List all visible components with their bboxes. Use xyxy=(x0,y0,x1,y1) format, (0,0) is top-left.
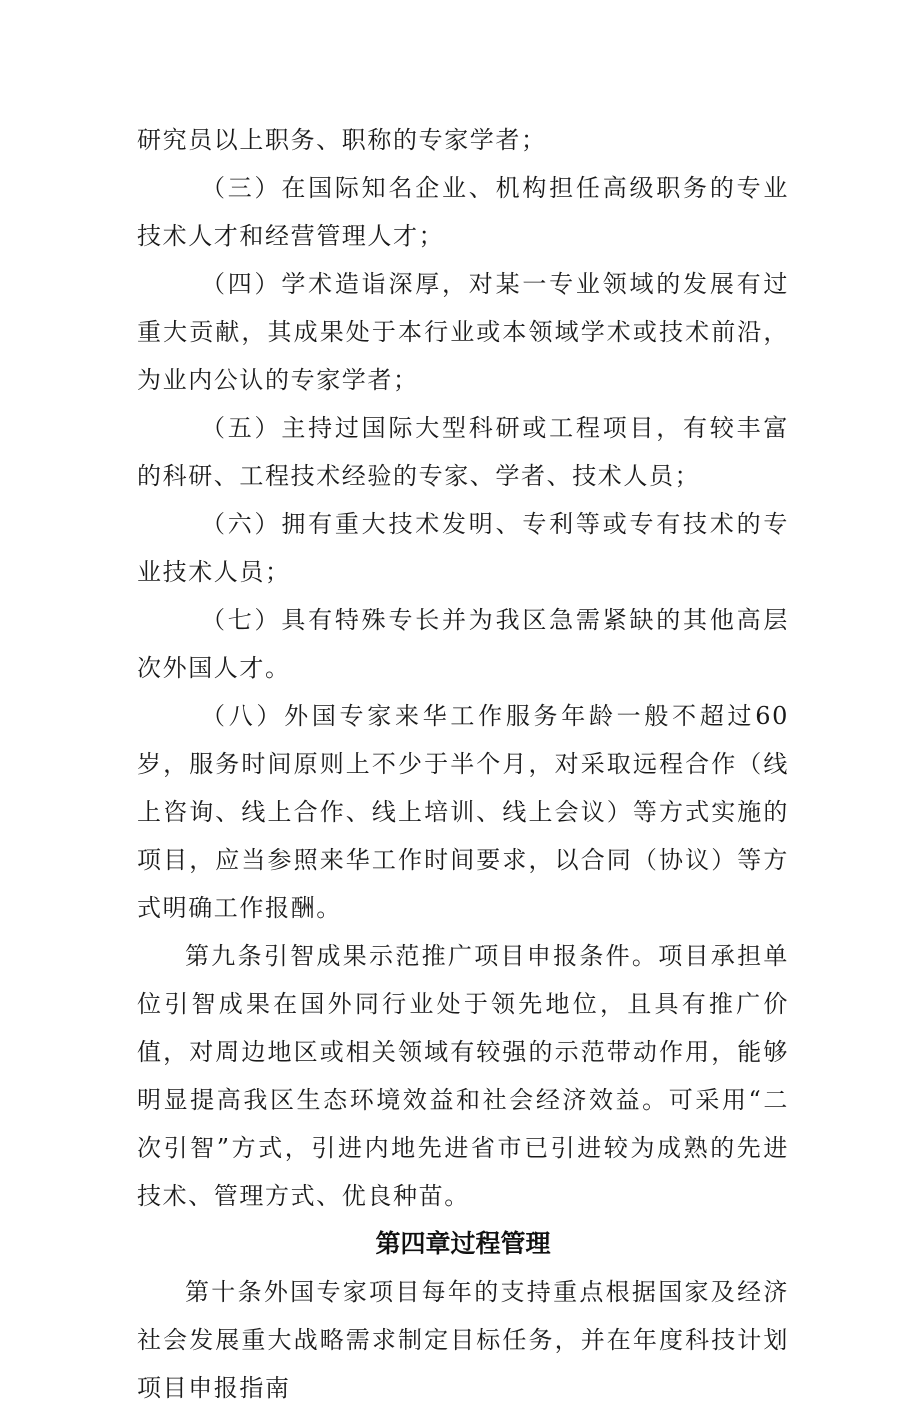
paragraph-item-5: （五）主持过国际大型科研或工程项目，有较丰富的科研、工程技术经验的专家、学者、技术人员； xyxy=(137,414,789,490)
paragraph-article-10: 第十条外国专家项目每年的支持重点根据国家及经济社会发展重大战略需求制定目标任务，并在年度科技计划项目申报指南 xyxy=(137,1278,789,1402)
paragraph-item-3: （三）在国际知名企业、机构担任高级职务的专业技术人才和经营管理人才； xyxy=(137,174,789,250)
paragraph-item-8: （八）外国专家来华工作服务年龄一般不超过60岁，服务时间原则上不少于半个月，对采取远程合作（线上咨询、线上合作、线上培训、线上会议）等方式实施的项目，应当参照来华工作时间要求，以合同（协议）等方式明确工作报酬。 xyxy=(137,702,789,922)
paragraph-item-7: （七）具有特殊专长并为我区急需紧缺的其他高层次外国人才。 xyxy=(137,606,789,682)
document-body xyxy=(137,116,789,1412)
chapter-heading: 第四章过程管理 xyxy=(375,1229,551,1258)
paragraph-article-9: 第九条引智成果示范推广项目申报条件。项目承担单位引智成果在国外同行业处于领先地位，且具有推广价值，对周边地区或相关领域有较强的示范带动作用，能够明显提高我区生态环境效益和社会经济效益。可采用“二次引智”方式，引进内地先进省市已引进较为成熟的先进技术、管理方式、优良种苗。 xyxy=(137,942,789,1210)
paragraph-item-4: （四）学术造诣深厚，对某一专业领域的发展有过重大贡献，其成果处于本行业或本领域学术或技术前沿，为业内公认的专家学者； xyxy=(137,270,789,394)
paragraph-item-6: （六）拥有重大技术发明、专利等或专有技术的专业技术人员； xyxy=(137,510,789,586)
paragraph-continuation: 研究员以上职务、职称的专家学者； xyxy=(137,126,547,154)
